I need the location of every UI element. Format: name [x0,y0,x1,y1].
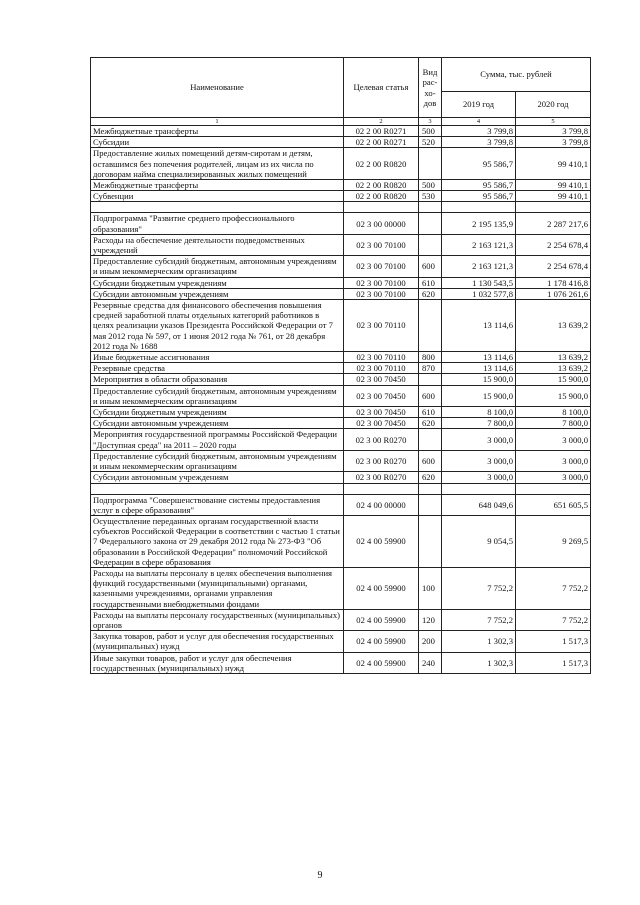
row-amount-2020: 7 752,2 [516,609,591,630]
table-row [91,363,591,374]
row-name: Предоставление жилых помещений детям-сиротам и детям, оставшимся без попечения родителей, лицам из их числа по договорам найма специализированных жилых помещений [91,148,344,180]
row-name: Субвенции [91,191,344,202]
column-number: 4 [442,118,516,126]
row-target-code: 02 3 00 70110 [344,300,419,352]
row-expense-type [419,234,442,255]
table-row [91,631,591,652]
column-number: 3 [419,118,442,126]
row-amount-2020: 651 605,5 [516,494,591,515]
row-amount-2020: 3 000,0 [516,429,591,450]
empty-cell [442,202,516,213]
row-target-code: 02 4 00 00000 [344,494,419,515]
table-row [91,450,591,471]
column-number: 2 [344,118,419,126]
row-target-code: 02 4 00 59900 [344,609,419,630]
row-amount-2019: 2 195 135,9 [442,213,516,234]
row-amount-2019: 3 000,0 [442,450,516,471]
table-row [91,385,591,406]
row-expense-type: 120 [419,609,442,630]
row-name: Расходы на обеспечение деятельности подведомственных учреждений [91,234,344,255]
row-target-code: 02 2 00 R0820 [344,180,419,191]
row-amount-2020: 2 254 678,4 [516,234,591,255]
row-expense-type: 610 [419,407,442,418]
row-expense-type: 620 [419,472,442,483]
row-amount-2019: 2 163 121,3 [442,234,516,255]
row-name: Мероприятия в области образования [91,374,344,385]
row-amount-2019: 15 900,0 [442,385,516,406]
row-amount-2019: 3 799,8 [442,137,516,148]
empty-cell [91,483,344,494]
table-row [91,515,591,567]
table-row [91,374,591,385]
row-target-code: 02 3 00 70450 [344,407,419,418]
row-name: Межбюджетные трансферты [91,180,344,191]
row-target-code: 02 2 00 R0820 [344,148,419,180]
subprogram-row [91,494,591,515]
row-name: Субсидии автономным учреждениям [91,418,344,429]
row-amount-2019: 13 114,6 [442,352,516,363]
empty-cell [442,483,516,494]
row-name: Подпрограмма "Совершенствование системы предоставления услуг в сфере образования" [91,494,344,515]
row-expense-type: 600 [419,450,442,471]
row-name: Предоставление субсидий бюджетным, автономным учреждениям и иным некоммерческим организациям [91,256,344,277]
row-amount-2020: 3 000,0 [516,450,591,471]
row-amount-2020: 2 254 678,4 [516,256,591,277]
row-target-code: 02 3 00 R0270 [344,429,419,450]
row-amount-2019: 2 163 121,3 [442,256,516,277]
budget-table [90,57,591,674]
table-row [91,300,591,352]
row-target-code: 02 2 00 R0271 [344,126,419,137]
row-expense-type: 530 [419,191,442,202]
row-name: Субсидии [91,137,344,148]
row-target-code: 02 4 00 59900 [344,631,419,652]
row-expense-type: 500 [419,126,442,137]
row-amount-2020: 7 800,0 [516,418,591,429]
row-expense-type: 800 [419,352,442,363]
header-2020: 2020 год [516,92,591,118]
header-sum: Сумма, тыс. рублей [442,58,591,92]
row-amount-2020: 1 076 261,6 [516,288,591,299]
row-target-code: 02 3 00 70450 [344,385,419,406]
row-amount-2020: 15 900,0 [516,374,591,385]
table-row [91,148,591,180]
table-row [91,652,591,673]
empty-cell [516,483,591,494]
row-amount-2019: 1 302,3 [442,652,516,673]
row-expense-type [419,374,442,385]
row-name: Мероприятия государственной программы Российской Федерации "Доступная среда" на 2011 – 2020 годы [91,429,344,450]
row-amount-2019: 13 114,6 [442,300,516,352]
empty-cell [516,202,591,213]
header-name: Наименование [91,58,344,118]
table-row [91,609,591,630]
row-expense-type [419,429,442,450]
row-name: Расходы на выплаты персоналу в целях обеспечения выполнения функций государственными (муниципальными) органами, казенными учреждениями, органами управления государственными внебюджетными фондами [91,567,344,609]
row-amount-2020: 7 752,2 [516,567,591,609]
row-target-code: 02 3 00 00000 [344,213,419,234]
table-row [91,472,591,483]
row-amount-2019: 1 302,3 [442,631,516,652]
row-amount-2019: 95 586,7 [442,180,516,191]
row-expense-type: 500 [419,180,442,191]
table-row [91,126,591,137]
row-expense-type [419,213,442,234]
table-row [91,137,591,148]
row-amount-2019: 648 049,6 [442,494,516,515]
table-row [91,191,591,202]
row-expense-type: 870 [419,363,442,374]
table-row [91,429,591,450]
empty-cell [91,202,344,213]
row-name: Субсидии автономным учреждениям [91,288,344,299]
row-amount-2019: 8 100,0 [442,407,516,418]
row-amount-2019: 3 000,0 [442,429,516,450]
row-amount-2019: 7 752,2 [442,609,516,630]
row-expense-type: 600 [419,385,442,406]
row-expense-type: 100 [419,567,442,609]
spacer-row [91,483,591,494]
table-row [91,407,591,418]
row-name: Иные бюджетные ассигнования [91,352,344,363]
row-amount-2020: 1 517,3 [516,652,591,673]
row-expense-type: 520 [419,137,442,148]
empty-cell [344,202,419,213]
row-target-code: 02 2 00 R0820 [344,191,419,202]
row-name: Подпрограмма "Развитие среднего профессионального образования" [91,213,344,234]
row-name: Расходы на выплаты персоналу государственных (муниципальных) органов [91,609,344,630]
row-amount-2019: 1 130 543,5 [442,277,516,288]
table-row [91,567,591,609]
row-target-code: 02 4 00 59900 [344,515,419,567]
row-target-code: 02 3 00 70100 [344,277,419,288]
row-expense-type: 620 [419,288,442,299]
row-expense-type: 240 [419,652,442,673]
row-name: Предоставление субсидий бюджетным, автономным учреждениям и иным некоммерческим организациям [91,450,344,471]
row-name: Иные закупки товаров, работ и услуг для обеспечения государственных (муниципальных) нужд [91,652,344,673]
row-target-code: 02 4 00 59900 [344,652,419,673]
row-target-code: 02 3 00 70450 [344,374,419,385]
row-amount-2020: 15 900,0 [516,385,591,406]
row-name: Предоставление субсидий бюджетным, автономным учреждениям и иным некоммерческим организациям [91,385,344,406]
table-row [91,288,591,299]
table-row [91,234,591,255]
empty-cell [344,483,419,494]
table-body [91,126,591,674]
row-amount-2020: 99 410,1 [516,191,591,202]
table-row [91,277,591,288]
row-amount-2019: 9 054,5 [442,515,516,567]
row-expense-type [419,300,442,352]
row-target-code: 02 3 00 70450 [344,418,419,429]
row-expense-type: 600 [419,256,442,277]
row-name: Субсидии бюджетным учреждениям [91,277,344,288]
row-target-code: 02 3 00 R0270 [344,450,419,471]
row-name: Субсидии автономным учреждениям [91,472,344,483]
row-target-code: 02 3 00 70110 [344,363,419,374]
empty-cell [419,202,442,213]
row-name: Субсидии бюджетным учреждениям [91,407,344,418]
column-number: 1 [91,118,344,126]
row-target-code: 02 3 00 70100 [344,256,419,277]
row-amount-2020: 3 000,0 [516,472,591,483]
row-amount-2020: 3 799,8 [516,137,591,148]
row-name: Резервные средства [91,363,344,374]
row-amount-2019: 7 752,2 [442,567,516,609]
row-target-code: 02 4 00 59900 [344,567,419,609]
row-expense-type [419,494,442,515]
row-amount-2020: 3 799,8 [516,126,591,137]
row-target-code: 02 3 00 R0270 [344,472,419,483]
spacer-row [91,202,591,213]
row-amount-2020: 9 269,5 [516,515,591,567]
row-amount-2019: 95 586,7 [442,191,516,202]
row-expense-type: 200 [419,631,442,652]
row-amount-2020: 1 178 416,8 [516,277,591,288]
row-expense-type: 620 [419,418,442,429]
row-target-code: 02 3 00 70100 [344,234,419,255]
row-amount-2019: 7 800,0 [442,418,516,429]
page-number: 9 [317,870,323,881]
row-name: Резервные средства для финансового обеспечения повышения средней заработной платы отдельных категорий работников в целях реализации указов Президента Российской Федерации от 7 мая 2012 года № 597, от 1 июня 2012 года № 761, от 28 декабря 2012 года № 1688 [91,300,344,352]
table-row [91,352,591,363]
row-amount-2019: 3 000,0 [442,472,516,483]
row-name: Закупка товаров, работ и услуг для обеспечения государственных (муниципальных) нужд [91,631,344,652]
row-expense-type [419,148,442,180]
row-amount-2020: 99 410,1 [516,180,591,191]
row-amount-2019: 13 114,6 [442,363,516,374]
row-amount-2020: 13 639,2 [516,300,591,352]
row-name: Межбюджетные трансферты [91,126,344,137]
row-amount-2019: 95 586,7 [442,148,516,180]
header-target: Целевая статья [344,58,419,118]
column-number-row [91,118,591,126]
row-amount-2020: 13 639,2 [516,352,591,363]
row-amount-2020: 99 410,1 [516,148,591,180]
row-expense-type: 610 [419,277,442,288]
row-amount-2020: 1 517,3 [516,631,591,652]
row-amount-2019: 15 900,0 [442,374,516,385]
row-amount-2019: 1 032 577,8 [442,288,516,299]
table-row [91,180,591,191]
table-row [91,256,591,277]
header-2019: 2019 год [442,92,516,118]
row-target-code: 02 2 00 R0271 [344,137,419,148]
empty-cell [419,483,442,494]
subprogram-row [91,213,591,234]
table-row [91,418,591,429]
row-amount-2020: 13 639,2 [516,363,591,374]
header-vid: Вид рас- хо- дов [419,58,442,118]
row-amount-2020: 2 287 217,6 [516,213,591,234]
column-number: 5 [516,118,591,126]
row-name: Осуществление переданных органам государственной власти субъектов Российской Федерации в соответствии с частью 1 статьи 7 Федерального закона от 29 декабря 2012 года № 273-ФЗ "Об образовании в Российской Федерации" полномочий Российской Федерации в сфере образования [91,515,344,567]
row-amount-2020: 8 100,0 [516,407,591,418]
row-expense-type [419,515,442,567]
row-amount-2019: 3 799,8 [442,126,516,137]
row-target-code: 02 3 00 70110 [344,352,419,363]
row-target-code: 02 3 00 70100 [344,288,419,299]
